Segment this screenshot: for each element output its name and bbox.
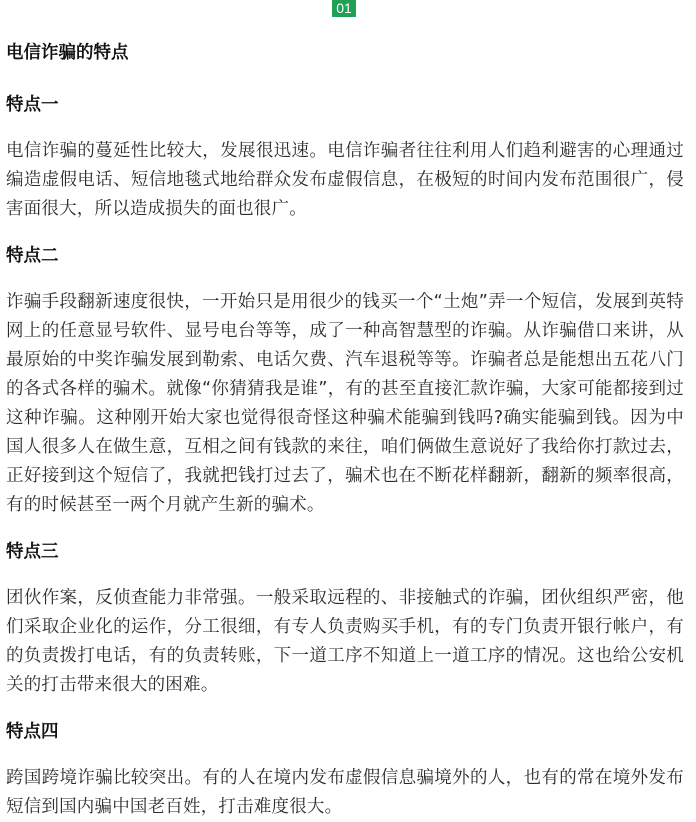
feature-4-paragraph: 跨国跨境诈骗比较突出。有的人在境内发布虚假信息骗境外的人，也有的常在境外发布短信到国内骗中国老百姓，打击难度很大。: [6, 768, 684, 817]
article-title: 电信诈骗的特点: [6, 43, 129, 63]
feature-2-paragraph: 诈骗手段翻新速度很快，一开始只是用很少的钱买一个“土炮”弄一个短信，发展到英特网上的任意显号软件、显号电台等等，成了一种高智慧型的诈骗。从诈骗借口来讲，从最原始的中奖诈骗发展到勒索、电话欠费、汽车退税等等。诈骗者总是能想出五花八门的各式各样的骗术。就像“你猜猜我是谁”，有的甚至直接汇款诈骗，大家可能都接到过这种诈骗。这种刚开始大家也觉得很奇怪这种骗术能骗到钱吗?确实能骗到钱。因为中国人很多人在做生意，互相之间有钱款的来往，咱们俩做生意说好了我给你打款过去，正好接到这个短信了，我就把钱打过去了，骗术也在不断花样翻新，翻新的频率很高，有的时候甚至一两个月就产生新的骗术。: [6, 292, 684, 515]
feature-3-paragraph: 团伙作案，反侦查能力非常强。一般采取远程的、非接触式的诈骗，团伙组织严密，他们采取企业化的运作，分工很细，有专人负责购买手机，有的专门负责开银行帐户，有的负责拨打电话，有的负责转账，下一道工序不知道上一道工序的情况。这也给公安机关的打击带来很大的困难。: [6, 588, 684, 695]
feature-1-paragraph: 电信诈骗的蔓延性比较大，发展很迅速。电信诈骗者往往利用人们趋利避害的心理通过编造虚假电话、短信地毯式地给群众发布虚假信息，在极短的时间内发布范围很广，侵害面很大，所以造成损失的面也很广。: [6, 141, 684, 219]
feature-1-heading: 特点一: [6, 95, 59, 115]
feature-4-heading: 特点四: [6, 722, 59, 742]
feature-2-heading: 特点二: [6, 246, 59, 266]
feature-3-heading: 特点三: [6, 542, 59, 562]
section-number-badge: 01: [332, 0, 356, 17]
article-body: [6, 40, 684, 822]
